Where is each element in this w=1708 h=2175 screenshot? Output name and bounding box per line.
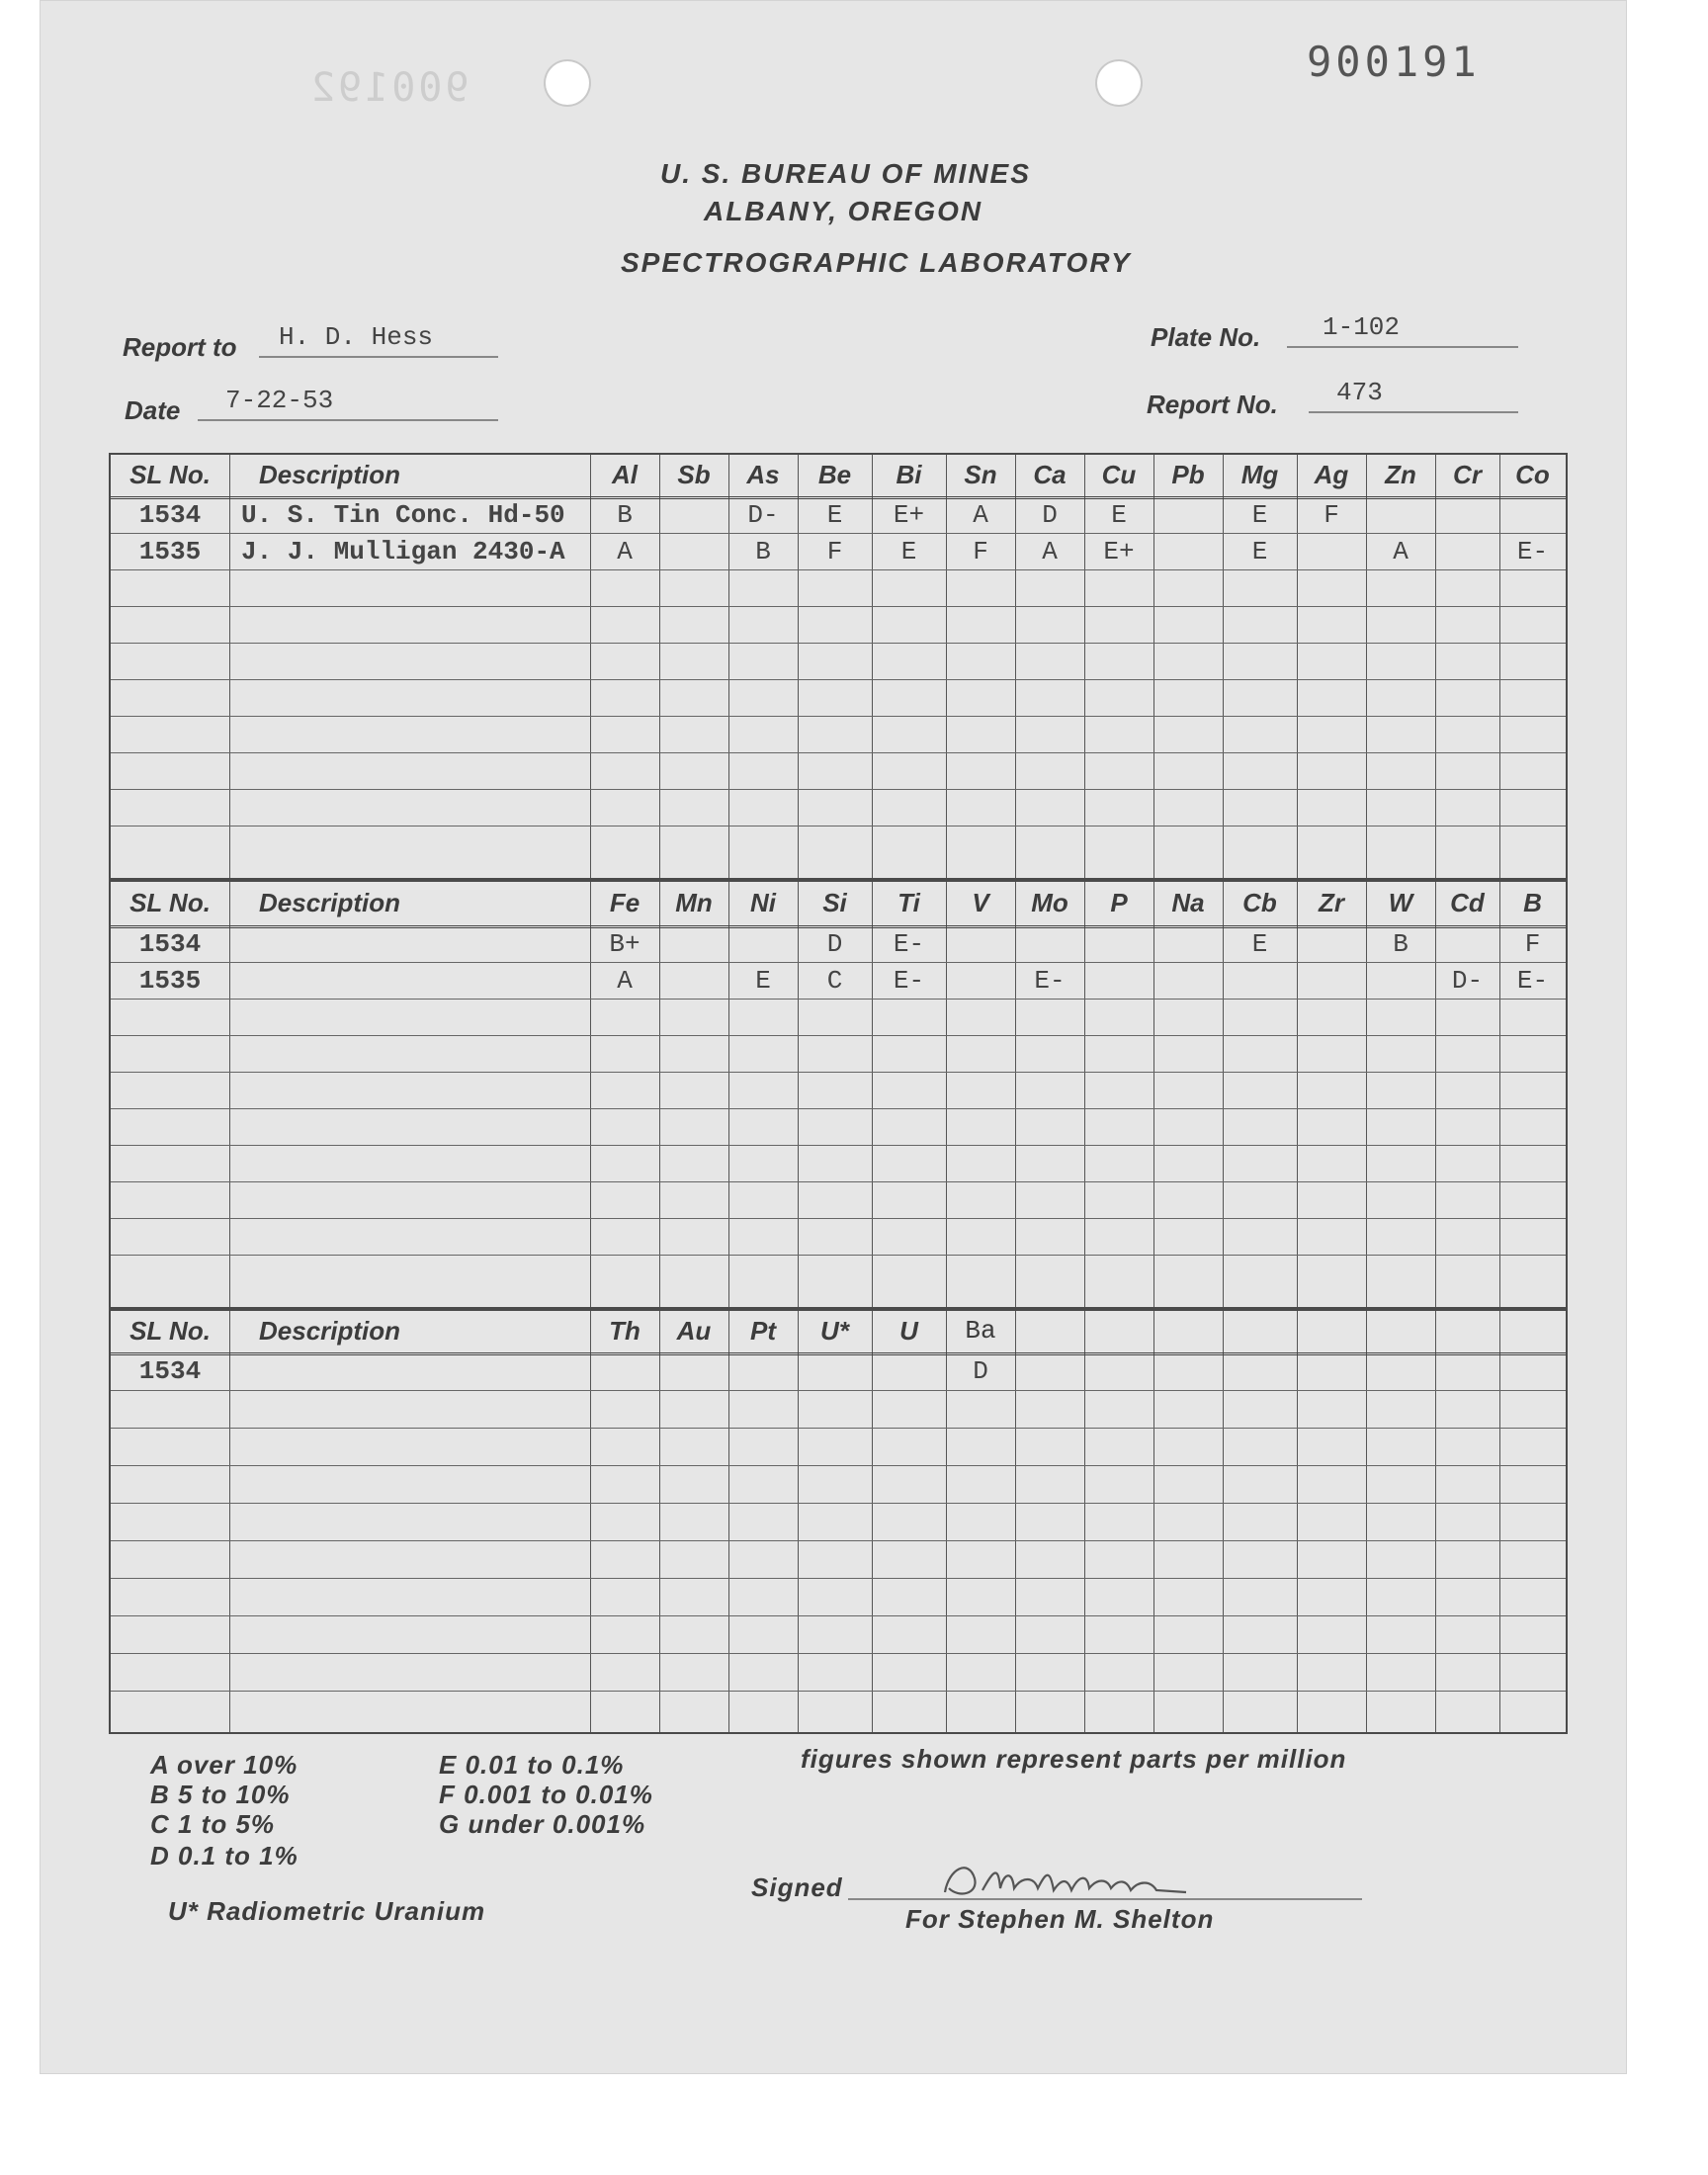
plate-no-field	[1287, 308, 1518, 348]
column-header: Sb	[677, 460, 711, 489]
row-rule	[111, 1540, 1566, 1541]
column-header: Cr	[1453, 460, 1482, 489]
element-grade-cell: E	[1251, 929, 1268, 959]
column-header: As	[746, 460, 780, 489]
element-grade-cell: A	[973, 500, 988, 530]
column-header: Zr	[1319, 888, 1344, 917]
column-rule	[872, 1311, 873, 1732]
legend-a: A over 10%	[150, 1750, 299, 1780]
column-header: Ti	[897, 888, 920, 917]
column-header: Mo	[1031, 888, 1068, 917]
element-grade-cell: F	[1324, 500, 1339, 530]
date-value: 7-22-53	[225, 386, 334, 415]
column-header: V	[972, 888, 989, 917]
element-grade-cell: B	[755, 537, 771, 566]
legend-f: F 0.001 to 0.01%	[439, 1780, 653, 1809]
header-line-1: U. S. BUREAU OF MINES	[660, 158, 1031, 189]
column-rule	[1015, 882, 1016, 1307]
element-grade-cell: E+	[1103, 537, 1135, 566]
header-rule	[111, 1352, 1566, 1355]
row-rule	[111, 643, 1566, 644]
row-rule	[111, 1218, 1566, 1219]
column-header: Ca	[1033, 460, 1067, 489]
column-rule	[1499, 455, 1500, 878]
report-sheet	[40, 0, 1627, 2074]
column-rule	[1435, 1311, 1436, 1732]
row-rule	[111, 1145, 1566, 1146]
element-grade-cell: A	[617, 537, 633, 566]
sample-number-cell: 1534	[138, 1356, 202, 1386]
row-rule	[111, 1653, 1566, 1654]
element-grade-cell: A	[617, 966, 633, 996]
column-rule	[1153, 1311, 1154, 1732]
column-rule	[659, 455, 660, 878]
row-rule	[111, 1503, 1566, 1504]
row-rule	[111, 1390, 1566, 1391]
column-rule	[728, 1311, 729, 1732]
report-no-label: Report No.	[1147, 390, 1278, 419]
row-rule	[111, 789, 1566, 790]
row-rule	[111, 533, 1566, 534]
table-block-2	[109, 880, 1568, 1309]
column-header: Be	[817, 460, 852, 489]
column-rule	[1084, 1311, 1085, 1732]
column-rule	[659, 1311, 660, 1732]
column-header: U*	[820, 1316, 849, 1346]
signed-label: Signed	[751, 1872, 843, 1902]
row-rule	[111, 962, 1566, 963]
punch-hole-right	[1097, 61, 1141, 105]
row-rule	[111, 1465, 1566, 1466]
header-rule	[111, 496, 1566, 499]
column-header: Fe	[609, 888, 640, 917]
column-rule	[1297, 882, 1298, 1307]
legend-c: C 1 to 5%	[150, 1809, 276, 1839]
column-rule	[1223, 1311, 1224, 1732]
column-rule	[1499, 1311, 1500, 1732]
element-grade-cell: D	[1042, 500, 1058, 530]
column-header: Cd	[1450, 888, 1485, 917]
row-rule	[111, 1428, 1566, 1429]
column-header: P	[1110, 888, 1128, 917]
bleed-through-mark: 900192	[308, 65, 470, 111]
element-grade-cell: F	[1524, 929, 1541, 959]
element-grade-cell: D-	[1451, 966, 1484, 996]
column-header: Pt	[750, 1316, 776, 1346]
column-header: Description	[259, 460, 401, 489]
plate-no-value: 1-102	[1323, 312, 1401, 342]
column-header: Mg	[1240, 460, 1279, 489]
row-rule	[111, 679, 1566, 680]
element-grade-cell: E+	[893, 500, 925, 530]
element-grade-cell: D	[826, 929, 843, 959]
header-line-3: SPECTROGRAPHIC LABORATORY	[621, 247, 1132, 278]
column-header: Na	[1171, 888, 1205, 917]
column-header: Au	[676, 1316, 712, 1346]
column-header: U	[899, 1316, 918, 1346]
row-rule	[111, 606, 1566, 607]
element-grade-cell: F	[826, 537, 843, 566]
column-header: W	[1388, 888, 1413, 917]
element-grade-cell: E	[1251, 537, 1268, 566]
element-grade-cell: C	[826, 966, 843, 996]
description-cell: U. S. Tin Conc. Hd-50	[241, 500, 565, 530]
element-grade-cell: E-	[1516, 537, 1549, 566]
header-line-2: ALBANY, OREGON	[704, 196, 983, 226]
legend-b: B 5 to 10%	[150, 1780, 291, 1809]
column-rule	[590, 1311, 591, 1732]
element-grade-cell: A	[1393, 537, 1409, 566]
row-rule	[111, 1578, 1566, 1579]
row-rule	[111, 752, 1566, 753]
column-rule	[229, 1311, 230, 1732]
column-header: Sn	[964, 460, 997, 489]
sample-number-cell: 1535	[138, 966, 202, 996]
column-rule	[946, 882, 947, 1307]
column-header: Ag	[1314, 460, 1349, 489]
report-no-field	[1309, 374, 1518, 413]
row-rule	[111, 569, 1566, 570]
punch-hole-left	[546, 61, 589, 105]
document-number: 900191	[1307, 38, 1481, 86]
column-rule	[659, 882, 660, 1307]
element-grade-cell: F	[973, 537, 988, 566]
element-grade-cell: D	[973, 1356, 988, 1386]
column-header: Mn	[675, 888, 713, 917]
handwritten-signature	[939, 1849, 1265, 1908]
element-grade-cell: E-	[1516, 966, 1549, 996]
column-header: Bi	[896, 460, 922, 489]
column-header: Cu	[1101, 460, 1137, 489]
column-rule	[1366, 455, 1367, 878]
description-cell: J. J. Mulligan 2430-A	[241, 537, 565, 566]
report-to-value: H. D. Hess	[279, 322, 434, 352]
row-rule	[111, 1035, 1566, 1036]
element-grade-cell: B	[617, 500, 633, 530]
row-rule	[111, 716, 1566, 717]
sample-number-cell: 1534	[138, 929, 202, 959]
column-header: Description	[259, 888, 401, 917]
element-grade-cell: E-	[893, 929, 925, 959]
row-rule	[111, 1691, 1566, 1692]
row-rule	[111, 999, 1566, 1000]
row-rule	[111, 1072, 1566, 1073]
sample-number-cell: 1535	[138, 537, 202, 566]
header-rule	[111, 925, 1566, 928]
table-block-3	[109, 1309, 1568, 1734]
column-rule	[1084, 882, 1085, 1307]
column-rule	[1435, 882, 1436, 1307]
column-header: Si	[822, 888, 847, 917]
sample-number-cell: 1534	[138, 500, 202, 530]
column-rule	[1297, 1311, 1298, 1732]
element-grade-cell: E	[1251, 500, 1268, 530]
table-block-1	[109, 453, 1568, 880]
element-grade-cell: E-	[893, 966, 925, 996]
column-header: SL No.	[129, 1316, 211, 1346]
element-grade-cell: A	[1042, 537, 1058, 566]
element-grade-cell: E	[826, 500, 843, 530]
column-header: Description	[259, 1316, 401, 1346]
column-rule	[229, 882, 230, 1307]
legend-d: D 0.1 to 1%	[150, 1841, 299, 1870]
for-line: For Stephen M. Shelton	[905, 1904, 1215, 1934]
row-rule	[111, 1181, 1566, 1182]
column-header: Ni	[750, 888, 776, 917]
plate-no-label: Plate No.	[1151, 322, 1261, 352]
radiometric-note: U* Radiometric Uranium	[168, 1896, 486, 1926]
column-header: SL No.	[129, 460, 211, 489]
column-rule	[728, 882, 729, 1307]
element-grade-cell: E	[755, 966, 771, 996]
column-header: B	[1523, 888, 1542, 917]
column-rule	[1153, 455, 1154, 878]
row-rule	[111, 1255, 1566, 1256]
legend-g: G under 0.001%	[439, 1809, 646, 1839]
row-rule	[111, 1108, 1566, 1109]
ppm-note: figures shown represent parts per million	[801, 1744, 1347, 1774]
column-header: Al	[612, 460, 638, 489]
column-rule	[1435, 455, 1436, 878]
column-header: Zn	[1385, 460, 1416, 489]
column-header: Th	[609, 1316, 640, 1346]
column-rule	[229, 455, 230, 878]
column-rule	[798, 1311, 799, 1732]
element-grade-cell: B+	[609, 929, 640, 959]
row-rule	[111, 1615, 1566, 1616]
element-grade-cell: E	[1111, 500, 1127, 530]
element-grade-cell: D-	[747, 500, 779, 530]
column-header: SL No.	[129, 888, 211, 917]
date-label: Date	[125, 395, 181, 425]
legend-e: E 0.01 to 0.1%	[439, 1750, 625, 1780]
element-grade-cell: B	[1393, 929, 1409, 959]
column-header: Cb	[1242, 888, 1277, 917]
date-field	[198, 382, 498, 421]
column-rule	[1015, 1311, 1016, 1732]
element-grade-cell: E	[900, 537, 917, 566]
column-header: Pb	[1171, 460, 1205, 489]
element-grade-cell: E-	[1034, 966, 1066, 996]
report-to-field	[259, 318, 498, 358]
column-rule	[1366, 1311, 1367, 1732]
column-header: Ba	[965, 1316, 996, 1346]
report-no-value: 473	[1336, 378, 1383, 407]
column-header: Co	[1515, 460, 1550, 489]
report-to-label: Report to	[123, 332, 237, 362]
column-rule	[1153, 882, 1154, 1307]
